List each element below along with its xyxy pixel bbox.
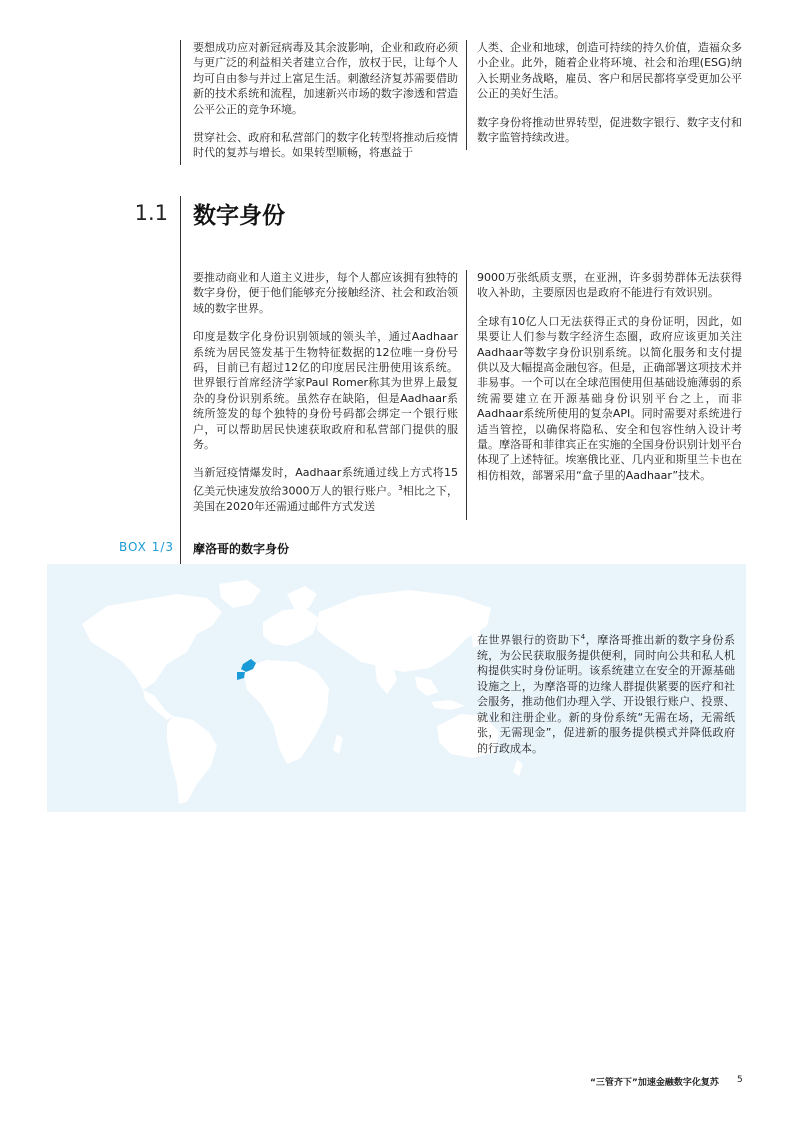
top-right-paragraph-1: 人类、企业和地球，创造可持续的持久价值，造福众多小企业。此外，随着企业将环境、社会和治理(ESG)纳入长期业务战略，雇员、客户和居民都将享受更加公平公正的美好生活。	[477, 41, 742, 101]
western-sahara-highlight	[237, 672, 245, 680]
section-number: 1.1	[134, 201, 168, 225]
body-right-paragraph-2: 全球有10亿人口无法获得正式的身份证明，因此，如果要让人们参与数字经济生态圈，政府应该更加关注Aadhaar等数字身份识别系统。以简化服务和支付提供以及大幅提高金融包容。但是，正确部署这项技术并非易事。一个可以在全球范围使用但基础设施薄弱的系统需要建立在开源基础身份识别平台之上，而非Aadhaar系统所使用的复杂API。同时需要对系统进行适当管控，以确保将隐私、安全和包容性纳入设计考量。摩洛哥和菲律宾正在实施的全国身份识别计划平台体现了上述特征。埃塞俄比亚、几内亚和斯里兰卡也在相仿相效，部署采用“盒子里的Aadhaar”技术。	[477, 314, 742, 482]
top-right-column	[477, 40, 742, 158]
body-right-rule	[466, 270, 467, 520]
box-title: 摩洛哥的数字身份	[193, 542, 290, 556]
body-left-paragraph-3-text: 当新冠疫情爆发时，Aadhaar系统通过线上方式将15亿美元快速发放给3000万人的银行账户。	[193, 466, 458, 498]
top-right-paragraph-2: 数字身份将推动世界转型，促进数字银行、数字支付和数字监管持续改进。	[477, 115, 742, 145]
top-left-column	[193, 40, 458, 174]
top-left-paragraph-2: 贯穿社会、政府和私营部门的数字化转型将推动后疫情时代的复苏与增长。如果转型顺畅，将惠益于	[193, 131, 458, 160]
footnote-3: 3	[398, 483, 403, 492]
section-title: 数字身份	[193, 203, 285, 229]
body-right-column	[477, 270, 742, 496]
body-left-paragraph-1: 要推动商业和人道主义进步，每个人都应该拥有独特的数字身份，便于他们能够充分接触经济、社会和政治领域的数字世界。	[193, 271, 458, 315]
section-rule	[180, 196, 181, 566]
world-map-land	[82, 580, 523, 804]
body-left-paragraph-3-tail: 相比之下，美国在2020年还需通过邮件方式发送	[193, 484, 459, 513]
box-text-b: ，摩洛哥推出新的数字身份系统，为公民获取服务提供便利，同时向公共和私人机构提供实时身份证明。该系统建立在安全的开源基础设施之上，为摩洛哥的边缘人群提供紧要的医疗和社会服务，推动他们办理入学、开设银行账户、投票、就业和注册企业。新的身份系统“无需在场，无需纸张，无需现金”，促进新的服务提供模式并降低政府的行政成本。	[477, 633, 736, 755]
top-right-rule	[466, 40, 467, 150]
body-left-paragraph-2: 印度是数字化身份识别领域的领头羊，通过Aadhaar系统为居民签发基于生物特征数据的12位唯一身份号码，目前已有超过12亿的印度居民注册使用该系统。世界银行首席经济学家Paul Romer称其为世界上最复杂的身份识别系统。虽然存在缺陷，但是Aadhaar系统所签发的每个独特的身份号码都会绑定一个银行账户，可以帮助居民快速获取政府和私营部门提供的服务。	[193, 330, 458, 452]
top-left-rule	[180, 40, 181, 165]
page-number: 5	[737, 1075, 743, 1085]
footer-title: “三管齐下”加速金融数字化复苏	[590, 1078, 719, 1088]
box-text-a: 在世界银行的资助下	[477, 633, 581, 647]
top-left-paragraph-1: 要想成功应对新冠病毒及其余波影响，企业和政府必须与更广泛的利益相关者建立合作，放权于民，让每个人均可自由参与并过上富足生活。刺激经济复苏需要借助新的技术系统和流程，加速新兴市场的数字渗透和营造公平公正的竞争环境。	[193, 41, 458, 116]
footnote-4: 4	[580, 633, 586, 641]
box-text	[477, 630, 735, 756]
body-left-column	[193, 270, 458, 527]
body-right-paragraph-1: 9000万张纸质支票，在亚洲，许多弱势群体无法获得收入补助，主要原因也是政府不能进行有效识别。	[477, 271, 742, 300]
body-left-paragraph-3	[193, 465, 458, 514]
box-label: BOX 1/3	[118, 540, 174, 554]
